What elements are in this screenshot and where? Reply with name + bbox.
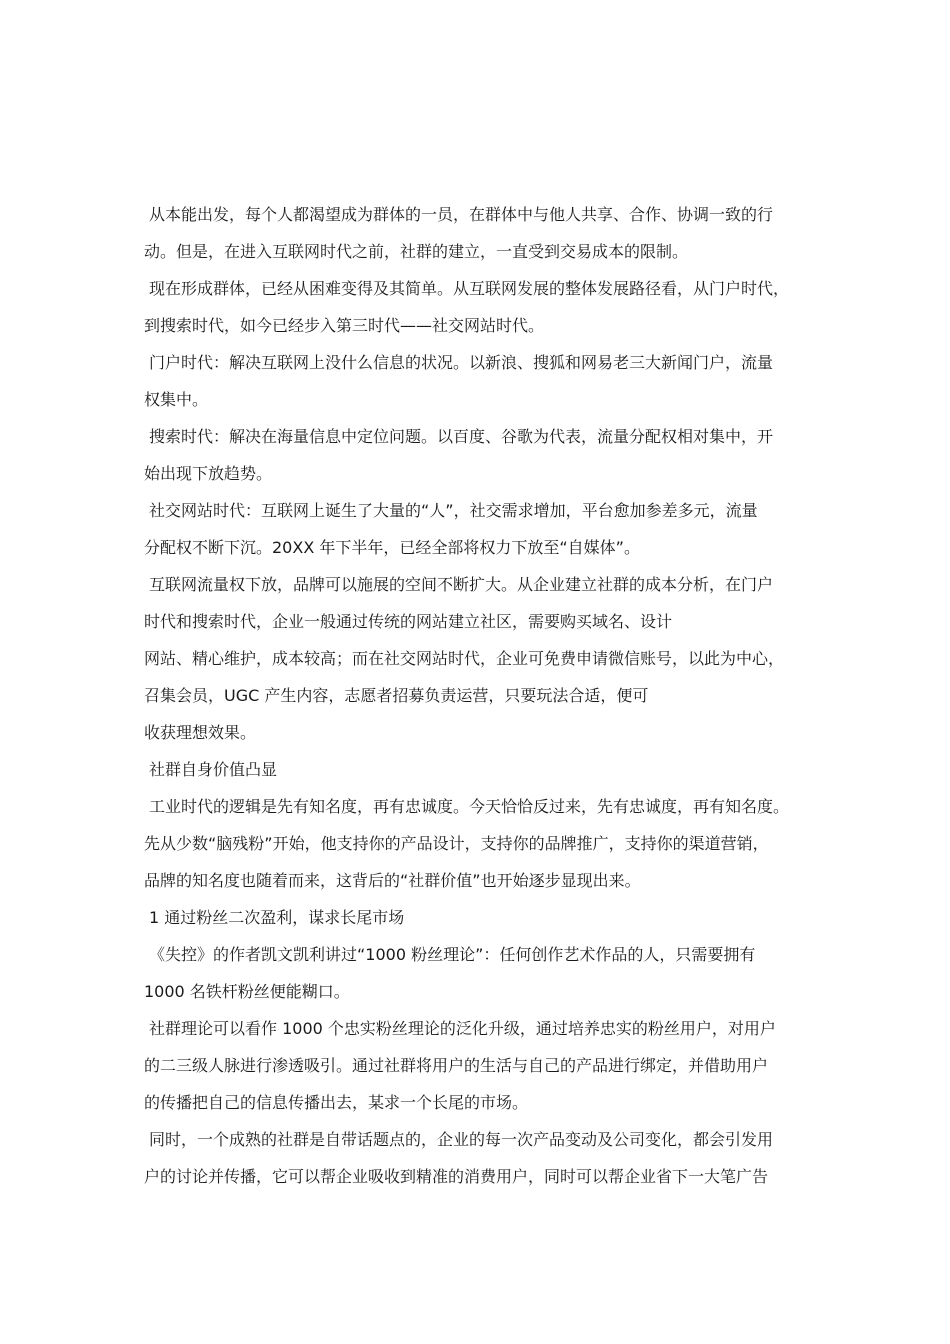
text-line: 户的讨论并传播，它可以帮企业吸收到精准的消费用户，同时可以帮企业省下一大笔广告 [144,1167,769,1186]
text-line: 社群理论可以看作 1000 个忠实粉丝理论的泛化升级，通过培养忠实的粉丝用户，对用户 [149,1019,776,1038]
text-line: 的二三级人脉进行渗透吸引。通过社群将用户的生活与自己的产品进行绑定，并借助用户 [144,1056,769,1075]
text-line: 始出现下放趋势。 [144,464,273,483]
text-line: 权集中。 [144,390,209,409]
text-line: 动。但是，在进入互联网时代之前，社群的建立，一直受到交易成本的限制。 [144,242,689,261]
text-line: 收获理想效果。 [144,723,257,742]
text-line: 召集会员，UGC 产生内容，志愿者招募负责运营，只要玩法合适，便可 [144,686,649,705]
text-line: 搜索时代：解决在海量信息中定位问题。以百度、谷歌为代表，流量分配权相对集中，开 [149,427,774,446]
text-line: 网站、精心维护，成本较高；而在社交网站时代，企业可免费申请微信账号，以此为中心， [144,649,785,668]
text-line: 同时，一个成熟的社群是自带话题点的，企业的每一次产品变动及公司变化，都会引发用 [149,1130,774,1149]
text-line: 社交网站时代：互联网上诞生了大量的“人”，社交需求增加，平台愈加参差多元，流量 [149,501,758,520]
text-line: 1 通过粉丝二次盈利，谋求长尾市场 [149,908,405,927]
text-line: 到搜索时代，如今已经步入第三时代——社交网站时代。 [144,316,545,335]
text-line: 分配权不断下沉。20XX 年下半年，已经全部将权力下放至“自媒体”。 [144,538,640,557]
text-line: 的传播把自己的信息传播出去，某求一个长尾的市场。 [144,1093,529,1112]
text-line: 从本能出发，每个人都渴望成为群体的一员，在群体中与他人共享、合作、协调一致的行 [149,205,774,224]
text-line: 互联网流量权下放，品牌可以施展的空间不断扩大。从企业建立社群的成本分析，在门户 [149,575,774,594]
document-body [144,196,824,1195]
text-line: 时代和搜索时代，企业一般通过传统的网站建立社区，需要购买域名、设计 [144,612,673,631]
text-line: 品牌的知名度也随着而来，这背后的“社群价值”也开始逐步显现出来。 [144,871,641,890]
text-line: 先从少数“脑残粉”开始，他支持你的产品设计，支持你的品牌推广，支持你的渠道营销， [144,834,769,853]
text-line: 工业时代的逻辑是先有知名度，再有忠诚度。今天恰恰反过来，先有忠诚度，再有知名度。 [149,797,790,816]
text-line: 《失控》的作者凯文凯利讲过“1000 粉丝理论”：任何创作艺术作品的人，只需要拥有 [149,945,756,964]
text-line: 社群自身价值凸显 [149,760,278,779]
text-line: 现在形成群体，已经从困难变得及其简单。从互联网发展的整体发展路径看，从门户时代， [149,279,790,298]
text-line: 门户时代：解决互联网上没什么信息的状况。以新浪、搜狐和网易老三大新闻门户，流量 [149,353,774,372]
text-line: 1000 名铁杆粉丝便能糊口。 [144,982,350,1001]
